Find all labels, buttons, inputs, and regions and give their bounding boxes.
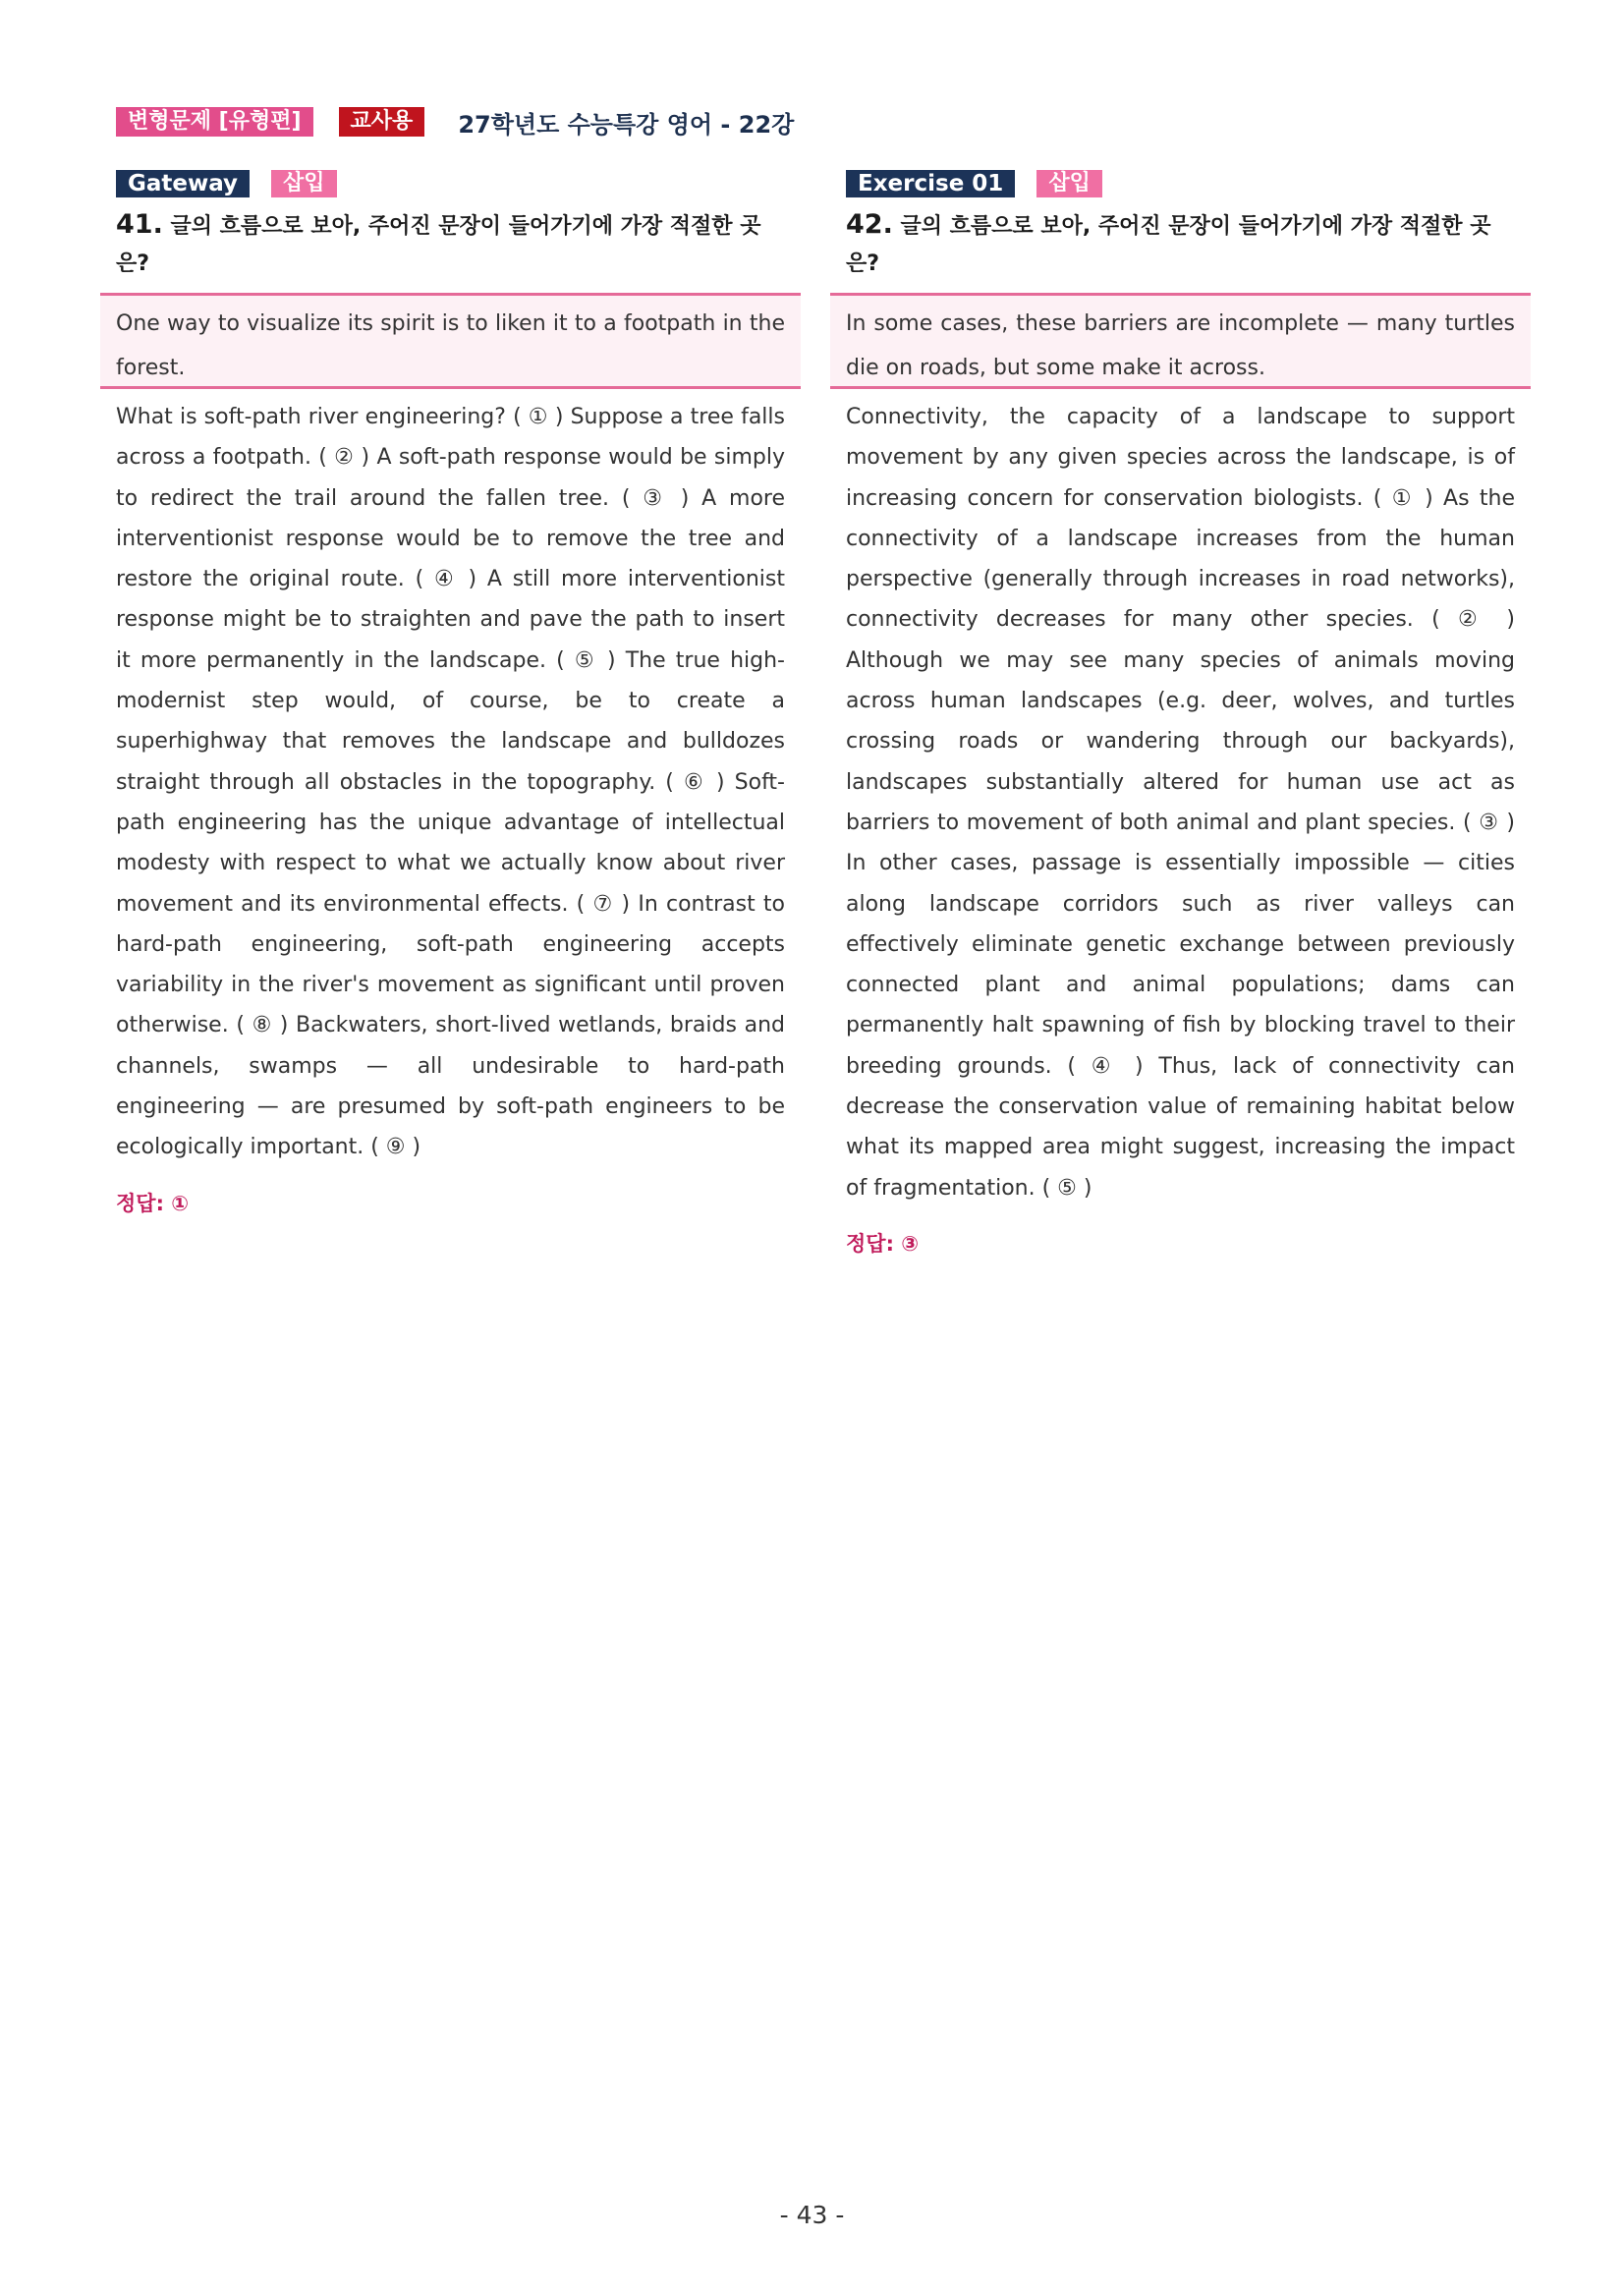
question-42-column	[830, 169, 1531, 1258]
question-number: 41.	[116, 209, 163, 240]
question-number: 42.	[846, 209, 893, 240]
exercise-badge: Exercise 01	[846, 170, 1015, 197]
passage-text: What is soft-path river engineering? ( ① ) Suppose a tree falls across a footpath. ( ② ) A soft-path response would be simply to redirect the trail around the fallen tree. ( ③ ) A more interventionist response would be to remove the tree and restore the original route. ( ④ ) A still more interventionist response might be to straighten and pave the path to insert it more permanently in the landscape. ( ⑤ ) The true high-modernist step would, of course, be to create a superhighway that removes the landscape and bulldozes straight through all obstacles in the topography. ( ⑥ ) Soft-path engineering has the unique advantage of intellectual modesty with respect to what we actually know about river movement and its environmental effects. ( ⑦ ) In contrast to hard-path engineering, soft-path engineering accepts variability in the river's movement as significant until proven otherwise. ( ⑧ ) Backwaters, short-lived wetlands, braids and channels, swamps — all undesirable to hard-path engineering — are presumed by soft-path engineers to be ecologically important. ( ⑨ )	[116, 405, 785, 1160]
page-title: 27학년도 수능특강 영어 - 22강	[458, 110, 795, 139]
question-prompt	[830, 206, 1531, 283]
variant-type-tag: 변형문제 [유형편]	[116, 107, 313, 137]
question-41-column	[100, 169, 801, 1217]
insertion-type-badge: 삽입	[271, 170, 337, 197]
given-sentence-box: One way to visualize its spirit is to liken it to a footpath in the forest.	[100, 293, 801, 389]
given-sentence-box: In some cases, these barriers are incomplete — many turtles die on roads, but some make it across.	[830, 293, 1531, 389]
teacher-tag: 교사용	[339, 107, 425, 137]
page-number: - 43 -	[779, 2201, 845, 2229]
question-prompt	[100, 206, 801, 283]
page-header	[116, 102, 794, 141]
question-badges	[100, 169, 801, 198]
question-text: 글의 흐름으로 보아, 주어진 문장이 들어가기에 가장 적절한 곳은?	[846, 214, 1491, 276]
passage-text: Connectivity, the capacity of a landscape to support movement by any given species across the landscape, is of increasing concern for conservation biologists. ( ① ) As the connectivity of a landscape increases from the human perspective (generally through increases in road networks), connectivity decreases for many other species. ( ② ) Although we may see many species of animals moving across human landscapes (e.g. deer, wolves, and turtles crossing roads or wandering through our backyards), landscapes substantially altered for human use act as barriers to movement of both animal and plant species. ( ③ ) In other cases, passage is essentially impossible — cities along landscape corridors such as river valleys can effectively eliminate genetic exchange between previously connected plant and animal populations; dams can permanently halt spawning of fish by blocking travel to their breeding grounds. ( ④ ) Thus, lack of connectivity can decrease the conservation value of remaining habitat below what its mapped area might suggest, increasing the impact of fragmentation. ( ⑤ )	[846, 405, 1515, 1201]
insertion-type-badge: 삽입	[1036, 170, 1102, 197]
question-badges	[830, 169, 1531, 198]
answer-key: 정답: ③	[846, 1231, 920, 1256]
answer-key: 정답: ①	[116, 1191, 190, 1215]
question-text: 글의 흐름으로 보아, 주어진 문장이 들어가기에 가장 적절한 곳은?	[116, 214, 761, 276]
gateway-badge: Gateway	[116, 170, 250, 197]
